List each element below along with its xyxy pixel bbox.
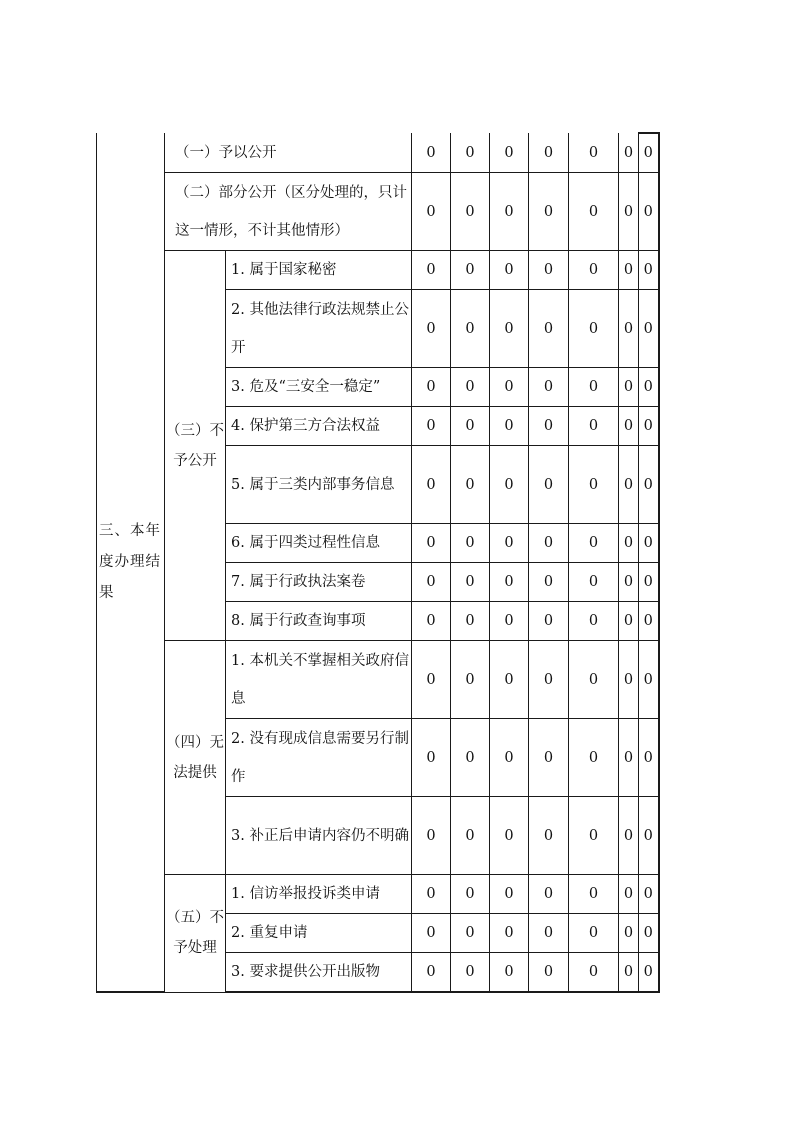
value-text: 0 — [543, 671, 554, 688]
value-cell — [412, 407, 451, 446]
value-cell — [412, 602, 451, 641]
value-cell — [639, 953, 659, 993]
value-text: 0 — [504, 964, 514, 980]
value-cell — [451, 407, 490, 446]
value-text: 0 — [588, 574, 599, 590]
value-text: 0 — [465, 886, 475, 902]
value-text: 0 — [426, 144, 436, 161]
value-cell — [529, 407, 569, 446]
value-text: 0 — [543, 535, 554, 551]
value-cell — [619, 563, 639, 602]
value-text: 0 — [465, 749, 475, 766]
value-text: 0 — [623, 535, 634, 551]
value-text: 0 — [465, 476, 475, 493]
value-text: 0 — [623, 262, 634, 278]
value-text: 0 — [623, 886, 634, 902]
value-text: 0 — [643, 203, 653, 220]
value-cell — [529, 133, 569, 173]
value-cell — [619, 173, 639, 251]
value-cell — [412, 719, 451, 797]
row-label: 1. 本机关不掌握相关政府信息 — [226, 641, 412, 719]
value-cell — [619, 407, 639, 446]
value-text: 0 — [465, 827, 475, 844]
value-text: 0 — [623, 925, 634, 941]
value-cell — [639, 797, 659, 875]
value-cell — [490, 133, 529, 173]
row-label: 3. 危及“三安全一稳定” — [226, 368, 412, 407]
value-text: 0 — [643, 886, 653, 902]
value-cell — [412, 797, 451, 875]
value-text: 0 — [588, 418, 599, 434]
value-cell — [490, 875, 529, 914]
value-cell — [529, 602, 569, 641]
value-text: 0 — [504, 671, 514, 688]
value-text: 0 — [588, 144, 599, 161]
value-text: 0 — [504, 379, 514, 395]
value-cell — [451, 719, 490, 797]
value-text: 0 — [465, 203, 475, 220]
table-row — [97, 133, 659, 173]
value-text: 0 — [504, 262, 514, 278]
value-text: 0 — [543, 886, 554, 902]
value-text: 0 — [588, 613, 599, 629]
value-text: 0 — [623, 476, 634, 493]
value-text: 0 — [426, 476, 436, 493]
value-text: 0 — [588, 925, 599, 941]
value-text: 0 — [504, 749, 514, 766]
value-cell — [529, 368, 569, 407]
value-text: 0 — [643, 145, 653, 161]
value-cell — [569, 290, 619, 368]
value-cell — [529, 797, 569, 875]
value-cell — [529, 914, 569, 953]
value-text: 0 — [465, 379, 475, 395]
value-cell — [639, 446, 659, 524]
value-text: 0 — [643, 476, 653, 493]
value-cell — [529, 524, 569, 563]
value-cell — [639, 602, 659, 641]
value-text: 0 — [465, 535, 475, 551]
results-table — [96, 132, 660, 993]
value-cell — [451, 446, 490, 524]
value-text: 0 — [588, 827, 599, 844]
value-text: 0 — [426, 203, 436, 220]
value-cell — [619, 133, 639, 173]
value-text: 0 — [543, 262, 554, 278]
value-cell — [639, 875, 659, 914]
value-cell — [639, 563, 659, 602]
value-cell — [412, 446, 451, 524]
value-cell — [639, 914, 659, 953]
value-cell — [639, 407, 659, 446]
value-text: 0 — [543, 613, 554, 629]
value-cell — [412, 173, 451, 251]
value-cell — [569, 133, 619, 173]
value-text: 0 — [504, 886, 514, 902]
value-text: 0 — [643, 418, 653, 434]
value-cell — [619, 446, 639, 524]
value-cell — [412, 524, 451, 563]
value-text: 0 — [543, 418, 554, 434]
row-label: 1. 属于国家秘密 — [226, 251, 412, 290]
value-cell — [619, 368, 639, 407]
value-cell — [569, 563, 619, 602]
value-cell — [619, 524, 639, 563]
value-text: 0 — [465, 320, 475, 337]
value-cell — [490, 641, 529, 719]
value-text: 0 — [465, 262, 475, 278]
row-label: 3. 要求提供公开出版物 — [226, 953, 412, 993]
value-cell — [639, 719, 659, 797]
value-cell — [451, 641, 490, 719]
value-text: 0 — [643, 749, 653, 766]
value-cell — [451, 251, 490, 290]
value-text: 0 — [426, 320, 436, 337]
value-cell — [639, 524, 659, 563]
value-cell — [451, 797, 490, 875]
value-text: 0 — [588, 320, 599, 337]
value-cell — [490, 524, 529, 563]
value-cell — [619, 875, 639, 914]
value-cell — [451, 914, 490, 953]
row-label: 2. 其他法律行政法规禁止公开 — [226, 290, 412, 368]
value-cell — [412, 953, 451, 993]
value-cell — [451, 368, 490, 407]
value-text: 0 — [465, 925, 475, 941]
value-cell — [529, 641, 569, 719]
value-text: 0 — [426, 379, 436, 395]
value-cell — [451, 563, 490, 602]
value-text: 0 — [543, 827, 554, 844]
value-text: 0 — [643, 827, 653, 844]
value-cell — [490, 407, 529, 446]
row-label: 2. 重复申请 — [226, 914, 412, 953]
value-cell — [490, 563, 529, 602]
value-cell — [619, 719, 639, 797]
value-text: 0 — [543, 574, 554, 590]
value-cell — [619, 641, 639, 719]
value-text: 0 — [623, 203, 634, 220]
value-text: 0 — [426, 749, 436, 766]
value-cell — [412, 251, 451, 290]
value-text: 0 — [643, 613, 653, 629]
value-cell — [451, 602, 490, 641]
value-text: 0 — [643, 379, 653, 395]
table-row — [97, 251, 659, 290]
value-text: 0 — [623, 574, 634, 590]
value-text: 0 — [543, 749, 554, 766]
value-cell — [569, 407, 619, 446]
value-cell — [569, 641, 619, 719]
value-text: 0 — [465, 964, 475, 980]
value-text: 0 — [623, 379, 634, 395]
value-text: 0 — [465, 574, 475, 590]
table-row — [97, 173, 659, 251]
value-text: 0 — [426, 886, 436, 902]
value-cell — [490, 368, 529, 407]
value-text: 0 — [588, 203, 599, 220]
row-label: （一）予以公开 — [165, 133, 412, 173]
value-cell — [529, 563, 569, 602]
value-text: 0 — [643, 535, 653, 551]
value-cell — [529, 251, 569, 290]
value-text: 0 — [588, 535, 599, 551]
value-text: 0 — [543, 203, 554, 220]
value-cell — [451, 953, 490, 993]
value-text: 0 — [426, 925, 436, 941]
value-cell — [529, 719, 569, 797]
value-cell — [619, 914, 639, 953]
value-cell — [412, 133, 451, 173]
value-text: 0 — [426, 827, 436, 844]
value-text: 0 — [623, 613, 634, 629]
value-text: 0 — [623, 671, 634, 688]
value-text: 0 — [504, 574, 514, 590]
value-text: 0 — [504, 320, 514, 337]
row-label: 7. 属于行政执法案卷 — [226, 563, 412, 602]
value-cell — [569, 914, 619, 953]
value-text: 0 — [426, 535, 436, 551]
value-text: 0 — [426, 262, 436, 278]
value-cell — [639, 641, 659, 719]
row-label: 5. 属于三类内部事务信息 — [226, 446, 412, 524]
value-cell — [569, 719, 619, 797]
value-cell — [490, 251, 529, 290]
value-cell — [639, 368, 659, 407]
value-text: 0 — [504, 144, 514, 161]
value-text: 0 — [465, 144, 475, 161]
row-label: 8. 属于行政查询事项 — [226, 602, 412, 641]
value-text: 0 — [504, 827, 514, 844]
value-cell — [490, 914, 529, 953]
value-cell — [639, 290, 659, 368]
value-cell — [569, 173, 619, 251]
value-cell — [619, 251, 639, 290]
value-text: 0 — [543, 144, 554, 161]
value-text: 0 — [426, 671, 436, 688]
value-cell — [639, 133, 659, 173]
value-cell — [490, 173, 529, 251]
value-cell — [569, 875, 619, 914]
value-text: 0 — [643, 925, 653, 941]
value-cell — [412, 875, 451, 914]
value-cell — [451, 173, 490, 251]
value-cell — [619, 602, 639, 641]
value-cell — [412, 290, 451, 368]
value-cell — [529, 875, 569, 914]
value-cell — [412, 368, 451, 407]
value-cell — [639, 173, 659, 251]
value-cell — [569, 953, 619, 993]
value-text: 0 — [426, 964, 436, 980]
value-text: 0 — [643, 320, 653, 337]
value-cell — [490, 953, 529, 993]
table-row — [97, 875, 659, 914]
value-text: 0 — [588, 379, 599, 395]
value-text: 0 — [504, 613, 514, 629]
row-label: 6. 属于四类过程性信息 — [226, 524, 412, 563]
value-cell — [451, 290, 490, 368]
value-cell — [451, 875, 490, 914]
value-text: 0 — [504, 203, 514, 220]
value-text: 0 — [504, 476, 514, 493]
value-text: 0 — [543, 476, 554, 493]
value-cell — [569, 368, 619, 407]
value-cell — [619, 797, 639, 875]
value-text: 0 — [623, 964, 634, 980]
value-text: 0 — [426, 574, 436, 590]
value-cell — [569, 797, 619, 875]
value-cell — [451, 524, 490, 563]
value-text: 0 — [465, 613, 475, 629]
value-cell — [569, 446, 619, 524]
row-label: 3. 补正后申请内容仍不明确 — [226, 797, 412, 875]
row-label: 1. 信访举报投诉类申请 — [226, 875, 412, 914]
group-label: （五）不予处理 — [165, 875, 226, 993]
value-text: 0 — [623, 827, 634, 844]
value-cell — [451, 133, 490, 173]
value-cell — [569, 524, 619, 563]
value-text: 0 — [465, 418, 475, 434]
value-text: 0 — [504, 925, 514, 941]
value-text: 0 — [588, 886, 599, 902]
section-label: 三、本年度办理结果 — [97, 133, 165, 992]
value-text: 0 — [543, 964, 554, 980]
value-cell — [569, 251, 619, 290]
table-row — [97, 641, 659, 719]
value-text: 0 — [588, 749, 599, 766]
value-text: 0 — [426, 613, 436, 629]
row-label: （二）部分公开（区分处理的，只计这一情形，不计其他情形） — [165, 173, 412, 251]
value-text: 0 — [588, 476, 599, 493]
value-text: 0 — [643, 671, 653, 688]
group-label: （四）无法提供 — [165, 641, 226, 875]
value-text: 0 — [504, 535, 514, 551]
value-cell — [412, 641, 451, 719]
value-cell — [490, 719, 529, 797]
value-text: 0 — [643, 262, 653, 278]
value-cell — [490, 446, 529, 524]
value-text: 0 — [465, 671, 475, 688]
value-cell — [529, 446, 569, 524]
value-text: 0 — [588, 964, 599, 980]
value-text: 0 — [623, 418, 634, 434]
value-text: 0 — [543, 379, 554, 395]
value-cell — [569, 602, 619, 641]
value-cell — [529, 953, 569, 993]
value-cell — [619, 953, 639, 993]
value-cell — [490, 602, 529, 641]
value-cell — [412, 563, 451, 602]
row-label: 2. 没有现成信息需要另行制作 — [226, 719, 412, 797]
value-text: 0 — [543, 925, 554, 941]
value-cell — [490, 797, 529, 875]
value-text: 0 — [426, 418, 436, 434]
value-cell — [412, 914, 451, 953]
value-text: 0 — [623, 320, 634, 337]
value-text: 0 — [643, 964, 653, 980]
value-cell — [529, 290, 569, 368]
value-text: 0 — [543, 320, 554, 337]
row-label: 4. 保护第三方合法权益 — [226, 407, 412, 446]
value-text: 0 — [643, 574, 653, 590]
value-text: 0 — [623, 749, 634, 766]
value-cell — [490, 290, 529, 368]
value-text: 0 — [588, 262, 599, 278]
value-text: 0 — [623, 144, 634, 161]
value-cell — [619, 290, 639, 368]
value-cell — [639, 251, 659, 290]
value-text: 0 — [504, 418, 514, 434]
group-label: （三）不予公开 — [165, 251, 226, 641]
value-cell — [529, 173, 569, 251]
value-text: 0 — [588, 671, 599, 688]
